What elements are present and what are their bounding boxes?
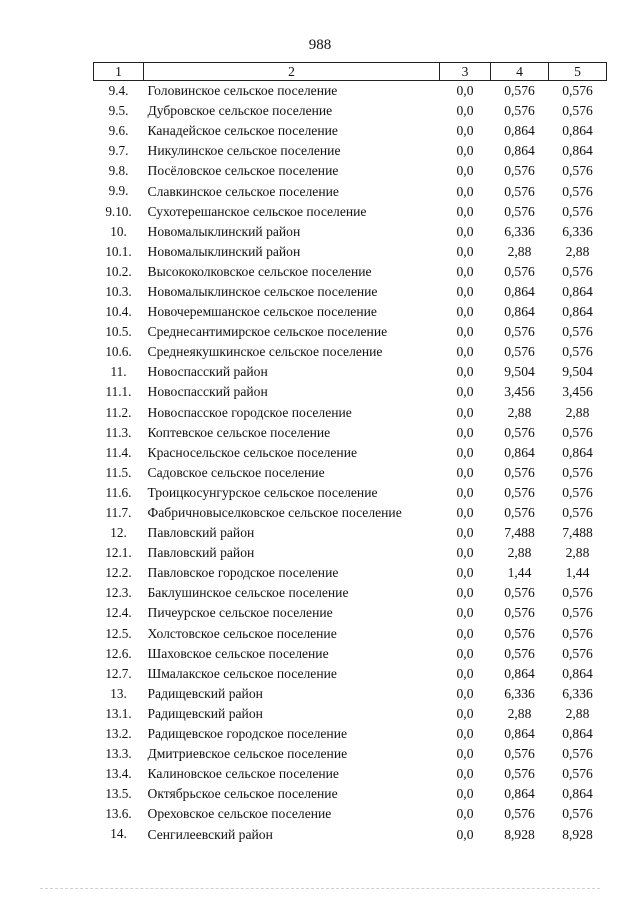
row-value-col3: 0,0 xyxy=(456,726,474,742)
table-row xyxy=(94,744,607,764)
row-value-col5: 0,864 xyxy=(562,665,593,681)
row-value-col5: 0,576 xyxy=(562,163,593,179)
row-value-col4: 0,864 xyxy=(504,786,535,802)
row-number: 11.6. xyxy=(105,484,132,500)
row-number: 12.1. xyxy=(105,545,132,561)
table-row xyxy=(94,724,607,744)
row-number: 12.4. xyxy=(105,605,132,621)
row-name: Новоспасский район xyxy=(147,364,268,380)
table-row xyxy=(94,784,607,804)
row-value-col3: 0,0 xyxy=(456,163,474,179)
table-row xyxy=(94,824,607,844)
row-name: Новоспасское городское поселение xyxy=(147,404,352,420)
row-name: Дмитриевское сельское поселение xyxy=(147,746,348,762)
table-row xyxy=(94,342,607,362)
row-value-col3: 0,0 xyxy=(456,123,474,139)
table-row xyxy=(94,523,607,543)
table-row xyxy=(94,543,607,563)
row-value-col3: 0,0 xyxy=(456,665,474,681)
row-value-col4: 9,504 xyxy=(504,364,535,380)
row-number: 11.1. xyxy=(105,384,132,400)
row-number: 13.6. xyxy=(105,806,132,822)
row-number: 11. xyxy=(110,364,127,380)
row-name: Высококолковское сельское поселение xyxy=(147,263,372,279)
row-name: Славкинское сельское поселение xyxy=(147,183,339,199)
row-value-col5: 0,576 xyxy=(562,203,593,219)
row-value-col4: 0,864 xyxy=(504,123,535,139)
row-value-col5: 0,576 xyxy=(562,625,593,641)
row-number: 9.5. xyxy=(108,103,129,119)
row-value-col4: 0,576 xyxy=(504,324,535,340)
row-value-col4: 0,576 xyxy=(504,746,535,762)
row-name: Коптевское сельское поселение xyxy=(147,424,331,440)
row-value-col5: 0,864 xyxy=(562,304,593,320)
row-name: Радищевский район xyxy=(147,705,263,721)
row-value-col3: 0,0 xyxy=(456,143,474,159)
row-value-col4: 6,336 xyxy=(504,685,535,701)
row-value-col3: 0,0 xyxy=(456,826,474,842)
row-value-col5: 0,576 xyxy=(562,746,593,762)
row-number: 10.2. xyxy=(105,263,132,279)
row-value-col5: 0,576 xyxy=(562,505,593,521)
row-value-col4: 0,576 xyxy=(504,163,535,179)
row-value-col5: 2,88 xyxy=(565,404,590,420)
row-value-col3: 0,0 xyxy=(456,625,474,641)
header-col-4: 4 xyxy=(491,63,549,81)
row-value-col5: 0,576 xyxy=(562,183,593,199)
row-number: 10.5. xyxy=(105,324,132,340)
row-value-col3: 0,0 xyxy=(456,344,474,360)
row-number: 13. xyxy=(110,685,127,701)
table-row xyxy=(94,664,607,684)
table-row xyxy=(94,282,607,302)
row-value-col3: 0,0 xyxy=(456,464,474,480)
row-value-col4: 6,336 xyxy=(504,223,535,239)
table-row xyxy=(94,161,607,181)
row-value-col3: 0,0 xyxy=(456,243,474,259)
row-value-col5: 3,456 xyxy=(562,384,593,400)
header-row xyxy=(94,63,607,81)
row-name: Никулинское сельское поселение xyxy=(147,143,341,159)
row-value-col4: 0,864 xyxy=(504,304,535,320)
table-row xyxy=(94,563,607,583)
row-value-col3: 0,0 xyxy=(456,705,474,721)
table-row xyxy=(94,503,607,523)
row-number: 13.4. xyxy=(105,766,132,782)
row-value-col3: 0,0 xyxy=(456,685,474,701)
table-row xyxy=(94,764,607,784)
row-name: Павловский район xyxy=(147,545,255,561)
table-row xyxy=(94,423,607,443)
row-value-col3: 0,0 xyxy=(456,404,474,420)
row-value-col3: 0,0 xyxy=(456,203,474,219)
row-name: Калиновское сельское поселение xyxy=(147,766,339,782)
row-name: Новомалыклинский район xyxy=(147,243,301,259)
row-number: 11.7. xyxy=(105,504,132,520)
row-name: Красносельское сельское поселение xyxy=(147,444,358,460)
row-name: Ореховское сельское поселение xyxy=(147,806,332,822)
header-col-2: 2 xyxy=(144,63,440,81)
table-row xyxy=(94,101,607,121)
row-number: 9.8. xyxy=(108,163,129,179)
row-value-col3: 0,0 xyxy=(456,766,474,782)
row-value-col4: 0,864 xyxy=(504,726,535,742)
row-number: 14. xyxy=(110,826,127,842)
row-value-col4: 0,576 xyxy=(504,103,535,119)
row-value-col5: 0,576 xyxy=(562,605,593,621)
row-number: 12.2. xyxy=(105,565,132,581)
row-number: 10.4. xyxy=(105,304,132,320)
row-value-col4: 7,488 xyxy=(504,525,535,541)
table-row xyxy=(94,181,607,201)
row-value-col5: 0,576 xyxy=(562,645,593,661)
table-row xyxy=(94,463,607,483)
row-value-col3: 0,0 xyxy=(456,424,474,440)
row-name: Среднеякушкинское сельское поселение xyxy=(147,344,383,360)
row-value-col5: 0,576 xyxy=(562,766,593,782)
row-number: 10.3. xyxy=(105,283,132,299)
row-value-col5: 0,576 xyxy=(562,585,593,601)
row-value-col4: 8,928 xyxy=(504,826,535,842)
row-value-col5: 8,928 xyxy=(562,826,593,842)
row-value-col3: 0,0 xyxy=(456,545,474,561)
row-name: Посёловское сельское поселение xyxy=(147,163,339,179)
row-name: Шаховское сельское поселение xyxy=(147,645,329,661)
row-number: 12.5. xyxy=(105,625,132,641)
row-value-col5: 2,88 xyxy=(565,545,590,561)
row-name: Канадейское сельское поселение xyxy=(147,123,338,139)
row-value-col5: 9,504 xyxy=(562,364,593,380)
table-row xyxy=(94,624,607,644)
table-row xyxy=(94,603,607,623)
row-value-col4: 0,576 xyxy=(504,424,535,440)
row-number: 9.4. xyxy=(108,83,129,98)
row-name: Баклушинское сельское поселение xyxy=(147,585,349,601)
row-value-col3: 0,0 xyxy=(456,364,474,380)
table-row xyxy=(94,302,607,322)
row-value-col4: 2,88 xyxy=(507,545,532,561)
row-number: 11.3. xyxy=(105,424,132,440)
row-name: Новочеремшанское сельское поселение xyxy=(147,304,377,320)
row-value-col5: 0,576 xyxy=(562,103,593,119)
row-name: Октябрьское сельское поселение xyxy=(147,786,338,802)
table-row xyxy=(94,403,607,423)
row-value-col4: 0,576 xyxy=(504,605,535,621)
row-number: 11.2. xyxy=(105,404,132,420)
row-number: 12.3. xyxy=(105,585,132,601)
row-name: Павловский район xyxy=(147,525,255,541)
table-row xyxy=(94,121,607,141)
row-value-col3: 0,0 xyxy=(456,223,474,239)
row-value-col4: 0,576 xyxy=(504,344,535,360)
row-value-col5: 0,864 xyxy=(562,786,593,802)
row-value-col5: 0,864 xyxy=(562,726,593,742)
row-value-col3: 0,0 xyxy=(456,484,474,500)
row-value-col3: 0,0 xyxy=(456,83,474,99)
row-value-col5: 0,864 xyxy=(562,143,593,159)
row-name: Головинское сельское поселение xyxy=(147,83,338,99)
row-name: Шмалакское сельское поселение xyxy=(147,665,337,681)
row-value-col3: 0,0 xyxy=(456,505,474,521)
row-value-col4: 0,576 xyxy=(504,505,535,521)
header-col-3: 3 xyxy=(440,63,491,81)
page-number: 988 xyxy=(308,37,332,53)
table-row xyxy=(94,222,607,242)
row-value-col4: 0,864 xyxy=(504,665,535,681)
row-value-col3: 0,0 xyxy=(456,605,474,621)
row-value-col3: 0,0 xyxy=(456,565,474,581)
row-name: Троицкосунгурское сельское поселение xyxy=(147,484,378,500)
row-value-col4: 0,576 xyxy=(504,806,535,822)
row-value-col3: 0,0 xyxy=(456,183,474,199)
row-value-col3: 0,0 xyxy=(456,525,474,541)
header-col-1: 1 xyxy=(94,63,144,81)
row-value-col4: 3,456 xyxy=(504,384,535,400)
row-value-col5: 6,336 xyxy=(562,685,593,701)
row-value-col4: 0,864 xyxy=(504,283,535,299)
row-value-col3: 0,0 xyxy=(456,263,474,279)
row-number: 10. xyxy=(110,223,127,239)
table-row xyxy=(94,362,607,382)
table-body xyxy=(94,81,607,845)
row-value-col3: 0,0 xyxy=(456,324,474,340)
table-header xyxy=(94,63,607,81)
table-row xyxy=(94,644,607,664)
data-table xyxy=(93,62,607,845)
row-number: 13.3. xyxy=(105,746,132,762)
row-number: 13.5. xyxy=(105,786,132,802)
row-value-col5: 0,576 xyxy=(562,263,593,279)
table-row xyxy=(94,443,607,463)
row-value-col3: 0,0 xyxy=(456,304,474,320)
row-value-col5: 0,864 xyxy=(562,123,593,139)
row-value-col5: 0,864 xyxy=(562,444,593,460)
row-number: 9.6. xyxy=(108,123,129,139)
row-number: 10.1. xyxy=(105,243,132,259)
row-value-col4: 0,576 xyxy=(504,83,535,99)
table-row xyxy=(94,583,607,603)
row-value-col4: 0,576 xyxy=(504,263,535,279)
row-number: 10.6. xyxy=(105,344,132,360)
row-value-col5: 0,576 xyxy=(562,83,593,99)
row-value-col4: 0,576 xyxy=(504,203,535,219)
table-row xyxy=(94,81,607,102)
row-name: Новомалыклинский район xyxy=(147,223,301,239)
row-value-col3: 0,0 xyxy=(456,283,474,299)
row-value-col4: 0,576 xyxy=(504,585,535,601)
row-name: Среднесантимирское сельское поселение xyxy=(147,324,388,340)
header-col-5: 5 xyxy=(549,63,607,81)
row-name: Садовское сельское поселение xyxy=(147,464,325,480)
row-number: 9.9. xyxy=(108,183,129,199)
table-row xyxy=(94,382,607,402)
row-value-col5: 0,576 xyxy=(562,344,593,360)
row-number: 9.7. xyxy=(108,143,129,159)
table-row xyxy=(94,483,607,503)
row-name: Радищевский район xyxy=(147,685,263,701)
row-value-col5: 1,44 xyxy=(565,565,590,581)
row-name: Холстовское сельское поселение xyxy=(147,625,337,641)
row-value-col5: 2,88 xyxy=(565,705,590,721)
row-number: 12.6. xyxy=(105,645,132,661)
row-value-col4: 0,576 xyxy=(504,464,535,480)
row-value-col5: 0,576 xyxy=(562,806,593,822)
row-name: Дубровское сельское поселение xyxy=(147,103,333,119)
row-number: 9.10. xyxy=(105,203,132,219)
row-value-col5: 0,864 xyxy=(562,283,593,299)
row-value-col3: 0,0 xyxy=(456,103,474,119)
row-name: Сенгилеевский район xyxy=(147,826,273,842)
table-row xyxy=(94,262,607,282)
row-value-col4: 2,88 xyxy=(507,243,532,259)
row-number: 13.1. xyxy=(105,705,132,721)
table-row xyxy=(94,322,607,342)
row-value-col5: 2,88 xyxy=(565,243,590,259)
row-name: Новоспасский район xyxy=(147,384,268,400)
table-row xyxy=(94,141,607,161)
row-name: Новомалыклинское сельское поселение xyxy=(147,283,378,299)
row-value-col5: 0,576 xyxy=(562,484,593,500)
row-value-col4: 2,88 xyxy=(507,705,532,721)
row-value-col4: 1,44 xyxy=(507,565,532,581)
row-number: 12. xyxy=(110,525,127,541)
row-name: Радищевское городское поселение xyxy=(147,726,348,742)
row-name: Сухотерешанское сельское поселение xyxy=(147,203,367,219)
table-row xyxy=(94,704,607,724)
row-value-col4: 0,864 xyxy=(504,444,535,460)
row-value-col4: 0,576 xyxy=(504,625,535,641)
row-value-col5: 6,336 xyxy=(562,223,593,239)
row-name: Павловское городское поселение xyxy=(147,565,339,581)
row-number: 12.7. xyxy=(105,665,132,681)
row-value-col3: 0,0 xyxy=(456,645,474,661)
table-row xyxy=(94,684,607,704)
row-value-col4: 2,88 xyxy=(507,404,532,420)
row-value-col3: 0,0 xyxy=(456,746,474,762)
row-value-col5: 0,576 xyxy=(562,324,593,340)
table-row xyxy=(94,202,607,222)
table-row xyxy=(94,242,607,262)
row-number: 13.2. xyxy=(105,726,132,741)
row-value-col5: 0,576 xyxy=(562,424,593,440)
table-row xyxy=(94,804,607,824)
row-value-col4: 0,864 xyxy=(504,143,535,159)
row-value-col4: 0,576 xyxy=(504,766,535,782)
row-value-col3: 0,0 xyxy=(456,786,474,802)
row-value-col3: 0,0 xyxy=(456,444,474,460)
row-value-col5: 0,576 xyxy=(562,464,593,480)
row-value-col4: 0,576 xyxy=(504,645,535,661)
row-value-col3: 0,0 xyxy=(456,585,474,601)
row-value-col4: 0,576 xyxy=(504,484,535,500)
row-name: Пичеурское сельское поселение xyxy=(147,605,333,621)
row-name: Фабричновыселковское сельское поселение xyxy=(147,505,402,521)
row-number: 11.4. xyxy=(105,444,132,460)
row-value-col3: 0,0 xyxy=(456,806,474,822)
row-number: 11.5. xyxy=(105,464,132,480)
row-value-col4: 0,576 xyxy=(504,183,535,199)
page-bottom-divider xyxy=(40,888,600,889)
row-value-col3: 0,0 xyxy=(456,384,474,400)
row-value-col5: 7,488 xyxy=(562,525,593,541)
